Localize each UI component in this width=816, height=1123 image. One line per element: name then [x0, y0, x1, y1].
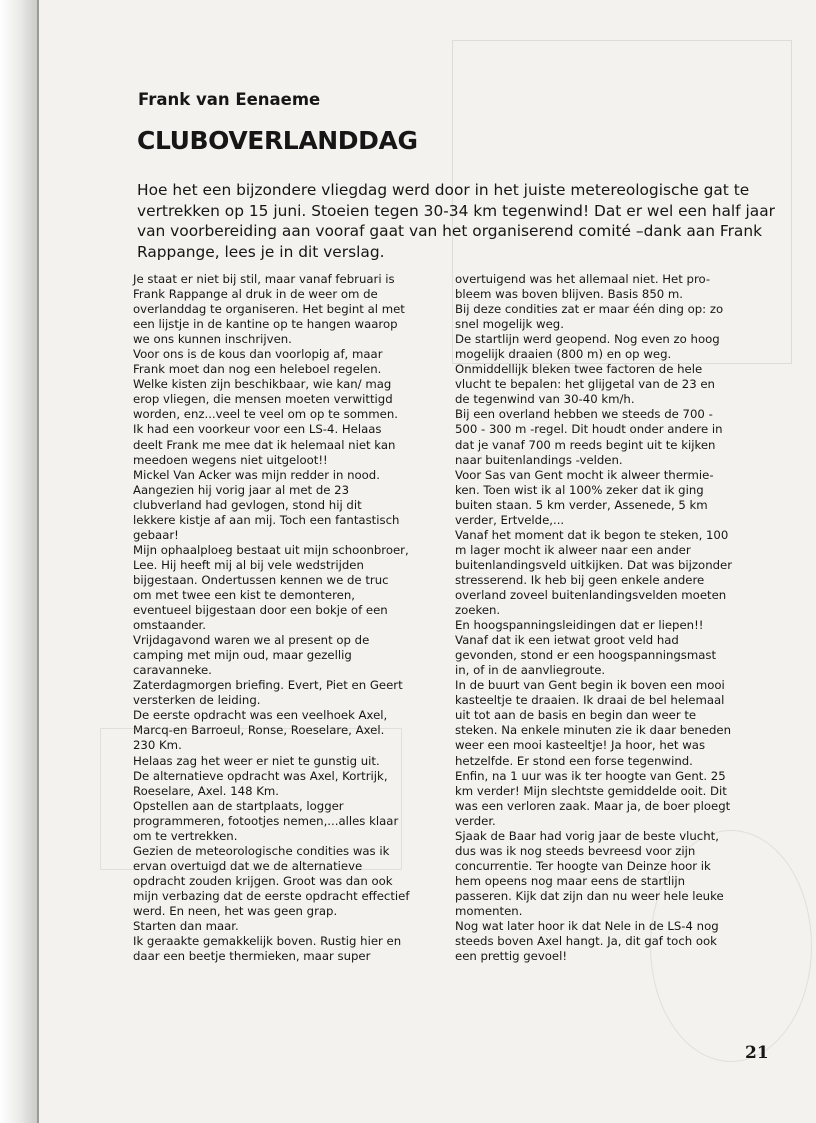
body-line: En hoogspanningsleidingen dat er liepen!! — [455, 618, 704, 633]
page-binding-edge — [0, 0, 38, 1123]
body-line: gevonden, stond er een hoogspanningsmast — [455, 648, 717, 663]
body-line: bleem was boven blijven. Basis 850 m. — [455, 287, 684, 302]
body-line: worden, enz...veel te veel om op te sommen. — [133, 407, 398, 422]
body-line: erop vliegen, die mensen moeten verwittigd — [133, 392, 393, 407]
left-text-column — [133, 272, 433, 964]
body-line: verder, Ertvelde,... — [455, 512, 565, 527]
body-line: snel mogelijk weg. — [455, 317, 564, 332]
body-line: de tegenwind van 30-40 km/h. — [455, 392, 635, 407]
body-line: buiten staan. 5 km verder, Assenede, 5 km — [455, 497, 708, 512]
body-line: caravanneke. — [133, 663, 212, 678]
body-line: lekkere kistje af aan mij. Toch een fantastisch — [133, 512, 400, 527]
body-line: gebaar! — [133, 527, 179, 542]
body-line: Vanaf het moment dat ik begon te steken, 100 — [455, 527, 729, 542]
body-line: kasteeltje te draaien. Ik draai de bel helemaal — [455, 693, 725, 708]
body-line: Helaas zag het weer er niet te gunstig uit. — [133, 753, 380, 768]
intro-line: Rappange, lees je in dit verslag. — [137, 242, 385, 261]
body-line: In de buurt van Gent begin ik boven een mooi — [455, 678, 725, 693]
body-line: stresserend. Ik heb bij geen enkele andere — [455, 572, 705, 587]
body-line: clubverland had gevlogen, stond hij dit — [133, 497, 362, 512]
body-line: Vrijdagavond waren we al present op de — [133, 633, 370, 648]
body-line: overlanddag te organiseren. Het begint al met — [133, 302, 405, 317]
body-line: 230 Km. — [133, 738, 182, 753]
body-line: Ik had een voorkeur voor een LS-4. Helaas — [133, 422, 382, 437]
body-line: De eerste opdracht was een veelhoek Axel, — [133, 708, 388, 723]
body-line: versterken de leiding. — [133, 693, 261, 708]
body-line: De startlijn werd geopend. Nog even zo hoog — [455, 332, 720, 347]
body-line: Opstellen aan de startplaats, logger — [133, 798, 344, 813]
body-line: Onmiddellijk bleken twee factoren de hele — [455, 362, 703, 377]
body-line: opdracht zouden krijgen. Groot was dan ook — [133, 873, 393, 888]
intro-line: Hoe het een bijzondere vliegdag werd door in het juiste metereologische gat te — [137, 181, 750, 199]
body-line: daar een beetje thermieken, maar super — [133, 949, 371, 964]
author-name: Frank van Eenaeme — [138, 90, 321, 109]
body-line: in, of in de aanvliegroute. — [455, 663, 606, 678]
intro-line: vertrekken op 15 juni. Stoeien tegen 30-34 km tegenwind! Dat er wel een half jaar — [137, 201, 775, 220]
article-title: CLUBOVERLANDDAG — [137, 126, 418, 155]
body-line: Ik geraakte gemakkelijk boven. Rustig hier en — [133, 934, 402, 949]
body-line: Gezien de meteorologische condities was ik — [133, 843, 390, 858]
body-line: hetzelfde. Er stond een forse tegenwind. — [455, 753, 693, 768]
body-line: mogelijk draaien (800 m) en op weg. — [455, 347, 672, 362]
body-line: een lijstje in de kantine op te hangen waarop — [133, 317, 398, 332]
body-line: bijgestaan. Ondertussen kennen we de truc — [133, 572, 389, 587]
body-line: concurrentie. Ter hoogte van Deinze hoor ik — [455, 858, 711, 873]
body-line: vlucht te bepalen: het glijgetal van de 23 en — [455, 377, 715, 392]
body-line: Voor ons is de kous dan voorlopig af, maar — [133, 347, 383, 362]
body-line: werd. En neen, het was geen grap. — [133, 903, 338, 918]
body-line: camping met mijn oud, maar gezellig — [133, 648, 352, 663]
body-line: Lee. Hij heeft mij al bij vele wedstrijden — [133, 557, 364, 572]
body-line: steeds boven Axel hangt. Ja, dit gaf toch ook — [455, 934, 717, 949]
body-line: km verder! Mijn slechtste gemiddelde ooit. Dit — [455, 783, 727, 798]
body-line: meedoen wegens niet uitgeloot!! — [133, 452, 328, 467]
body-line: Welke kisten zijn beschikbaar, wie kan/ mag — [133, 377, 392, 392]
body-line: omstaander. — [133, 618, 206, 633]
body-line: om te vertrekken. — [133, 828, 238, 843]
body-line: Frank Rappange al druk in de weer om de — [133, 287, 378, 302]
body-line: deelt Frank me mee dat ik helemaal niet kan — [133, 437, 396, 452]
body-line: we ons kunnen inschrijven. — [133, 332, 292, 347]
body-line: Starten dan maar. — [133, 919, 239, 934]
article-intro — [137, 180, 775, 262]
body-line: 500 - 300 m -regel. Dit houdt onder andere in — [455, 422, 723, 437]
body-line: weer een mooi kasteeltje! Ja hoor, het was — [455, 738, 706, 753]
body-line: een prettig gevoel! — [455, 949, 568, 964]
body-line: Bij een overland hebben we steeds de 700 - — [455, 407, 713, 422]
body-line: Sjaak de Baar had vorig jaar de beste vlucht, — [455, 828, 719, 843]
body-line: m lager mocht ik alweer naar een ander — [455, 542, 691, 557]
body-line: Marcq-en Barroeul, Ronse, Roeselare, Axel. — [133, 723, 385, 738]
body-line: naar buitenlandings -velden. — [455, 452, 623, 467]
body-line: Voor Sas van Gent mocht ik alweer thermie- — [455, 467, 714, 482]
binding-line — [37, 0, 39, 1123]
body-line: Nog wat later hoor ik dat Nele in de LS-4 nog — [455, 919, 719, 934]
body-line: Frank moet dan nog een heleboel regelen. — [133, 362, 382, 377]
right-text-column — [455, 272, 755, 964]
body-line: steken. Na enkele minuten zie ik daar beneden — [455, 723, 732, 738]
body-line: Mijn ophaalploeg bestaat uit mijn schoonbroer, — [133, 542, 409, 557]
body-line: mijn verbazing dat de eerste opdracht effectief — [133, 888, 410, 903]
body-line: Zaterdagmorgen briefing. Evert, Piet en Geert — [133, 678, 403, 693]
body-line: hem opeens nog maar eens de startlijn — [455, 873, 686, 888]
body-line: Mickel Van Acker was mijn redder in nood. — [133, 467, 380, 482]
body-line: eventueel bijgestaan door een bokje of een — [133, 603, 388, 618]
body-line: De alternatieve opdracht was Axel, Kortrijk, — [133, 768, 388, 783]
body-line: overtuigend was het allemaal niet. Het pro- — [455, 272, 711, 286]
body-line: programmeren, fotootjes nemen,...alles klaar — [133, 813, 399, 828]
body-line: Roeselare, Axel. 148 Km. — [133, 783, 280, 798]
body-line: Vanaf dat ik een ietwat groot veld had — [455, 633, 679, 648]
body-line: passeren. Kijk dat zijn dan nu weer hele leuke — [455, 888, 724, 903]
body-line: buitenlandingsveld uitkijken. Dat was bijzonder — [455, 557, 733, 572]
body-line: ken. Toen wist ik al 100% zeker dat ik ging — [455, 482, 704, 497]
body-line: Je staat er niet bij stil, maar vanaf februari is — [133, 272, 395, 286]
body-line: dus was ik nog steeds bevreesd voor zijn — [455, 843, 696, 858]
body-line: zoeken. — [455, 603, 501, 618]
body-line: momenten. — [455, 903, 523, 918]
body-line: Bij deze condities zat er maar één ding op: zo — [455, 302, 724, 317]
body-line: verder. — [455, 813, 496, 828]
body-line: om met twee een kist te demonteren, — [133, 587, 355, 602]
body-line: uit tot aan de basis en begin dan weer te — [455, 708, 697, 723]
body-line: Enfin, na 1 uur was ik ter hoogte van Gent. 25 — [455, 768, 726, 783]
intro-line: van voorbereiding aan vooraf gaat van het organiserend comité –dank aan Frank — [137, 222, 763, 241]
body-line: ervan overtuigd dat we de alternatieve — [133, 858, 363, 873]
body-line: Aangezien hij vorig jaar al met de 23 — [133, 482, 350, 497]
body-line: dat je vanaf 700 m reeds begint uit te kijken — [455, 437, 716, 452]
body-line: was een verloren zaak. Maar ja, de boer ploegt — [455, 798, 731, 813]
page-number: 21 — [745, 1043, 769, 1063]
body-line: overland zoveel buitenlandingsvelden moeten — [455, 587, 727, 602]
